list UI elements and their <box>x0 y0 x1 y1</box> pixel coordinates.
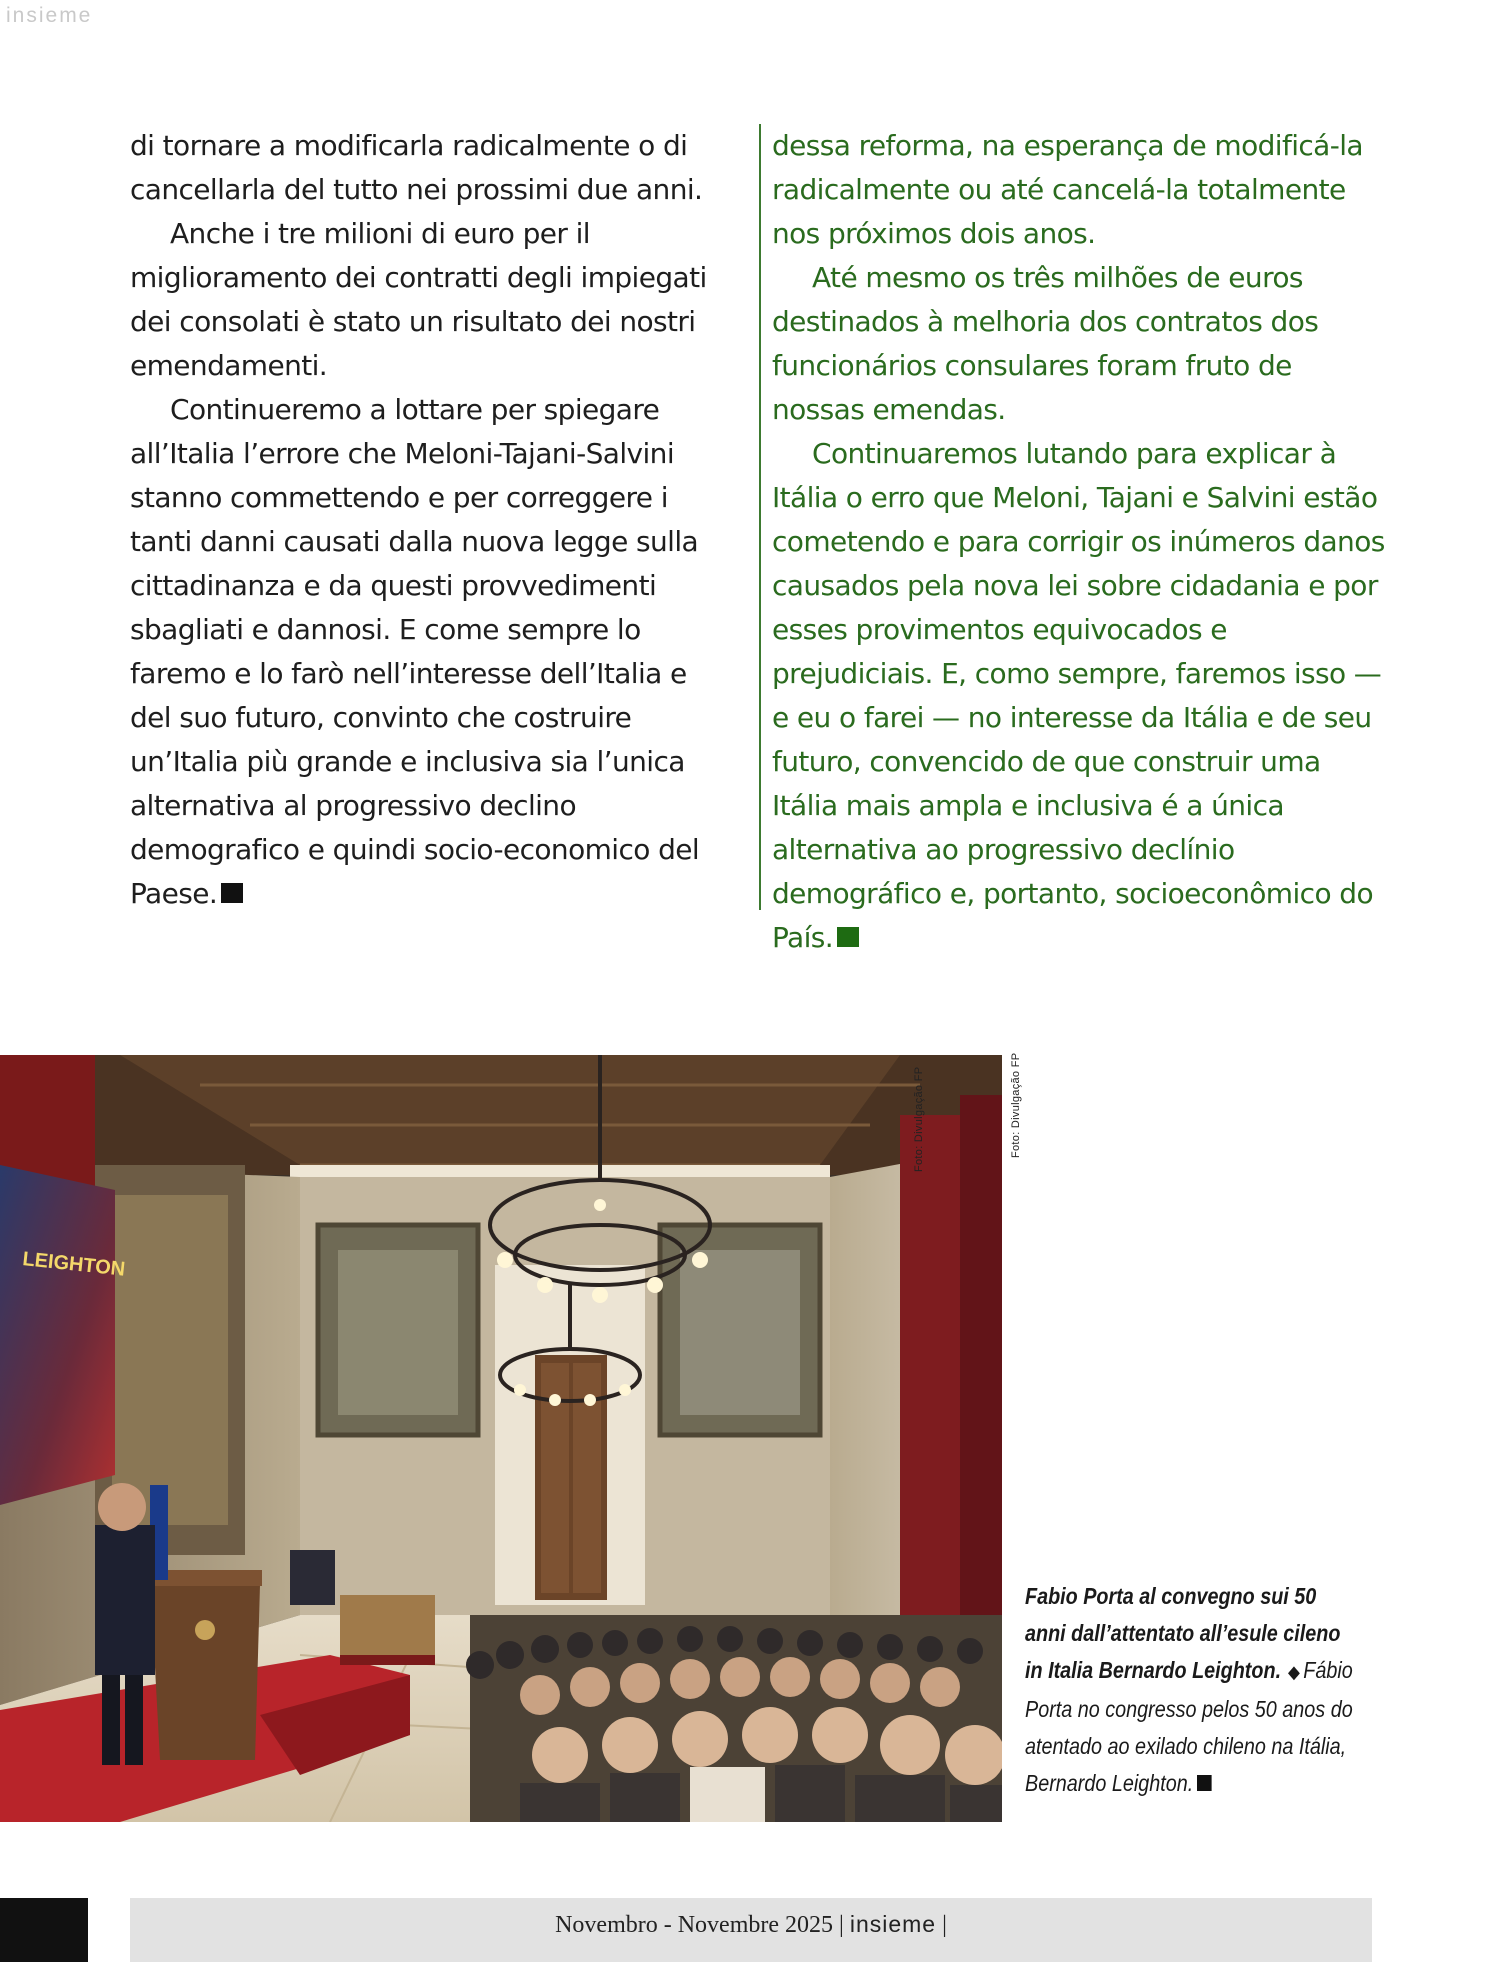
italian-paragraph <box>130 388 730 916</box>
photo-credit: Foto: Divulgação FP <box>913 1066 925 1172</box>
footer-separator-end: | <box>942 1912 947 1938</box>
column-divider <box>759 124 761 910</box>
footer <box>130 1911 1372 1939</box>
paragraph-text: Continuaremos lutando para explicar à Itália o erro que Meloni, Tajani e Salvini estão cometendo e para corrigir os inúmeros danos causados pela nova lei sobre cidadania e por esses provimentos equivocados e prejudiciais. E, como sempre, faremos isso — e eu o farei — no interesse da Itália e de seu futuro, convencido de que construir uma Itália mais ampla e inclusiva é a única alternativa ao progressivo declínio demográfico e, portanto, socioeconômico do País. <box>772 437 1385 954</box>
portuguese-paragraph <box>772 124 1390 256</box>
paragraph-text: Até mesmo os três milhões de euros destinados à melhoria dos contratos dos funcionários consulares foram fruto de nossas emendas. <box>772 261 1319 426</box>
photo-credit-secondary: Foto: Divulgação FP <box>1010 1052 1022 1158</box>
footer-brand: insieme <box>849 1911 937 1937</box>
end-mark-icon <box>221 883 243 903</box>
italian-column <box>130 124 730 916</box>
caption-italian: Fabio Porta al convegno sui 50 anni dall’attentato all’esule cileno in Italia Bernardo Leighton. <box>1025 1583 1341 1683</box>
masthead-logo: insieme <box>6 4 93 27</box>
italian-paragraph <box>130 124 730 212</box>
caption-portuguese: Fábio Porta no congresso pelos 50 anos do atentado ao exilado chileno na Itália, Bernardo Leighton. <box>1025 1657 1353 1796</box>
paragraph-text: dessa reforma, na esperança de modificá-la radicalmente ou até cancelá-la totalmente nos próximos dois anos. <box>772 129 1363 250</box>
portuguese-column <box>772 124 1390 960</box>
portuguese-paragraph <box>772 256 1390 432</box>
footer-separator: | <box>839 1912 844 1938</box>
screen-text: LEIGHTON <box>21 1248 127 1281</box>
portuguese-paragraph <box>772 432 1390 960</box>
paragraph-text: Anche i tre milioni di euro per il miglioramento dei contratti degli impiegati dei consolati è stato un risultato dei nostri emendamenti. <box>130 217 707 382</box>
footer-block <box>0 1898 88 1962</box>
diamond-icon: ◆ <box>1287 1662 1300 1682</box>
end-mark-icon <box>837 927 859 947</box>
photo-caption <box>1025 1578 1355 1802</box>
italian-paragraph <box>130 212 730 388</box>
paragraph-text: Continueremo a lottare per spiegare all’Italia l’errore che Meloni-Tajani-Salvini stanno commettendo e per correggere i tanti danni causati dalla nuova legge sulla cittadinanza e da questi provvedimenti sbagliati e dannosi. E come sempre lo faremo e lo farò nell’interesse dell’Italia e del suo futuro, convinto che costruire un’Italia più grande e inclusiva sia l’unica alternativa al progressivo declino demografico e quindi socio-economico del Paese. <box>130 393 700 910</box>
event-photo <box>0 1055 1002 1822</box>
footer-date: Novembro - Novembre 2025 <box>555 1912 834 1938</box>
paragraph-text: di tornare a modificarla radicalmente o di cancellarla del tutto nei prossimi due anni. <box>130 129 703 206</box>
end-mark-icon <box>1197 1775 1212 1791</box>
